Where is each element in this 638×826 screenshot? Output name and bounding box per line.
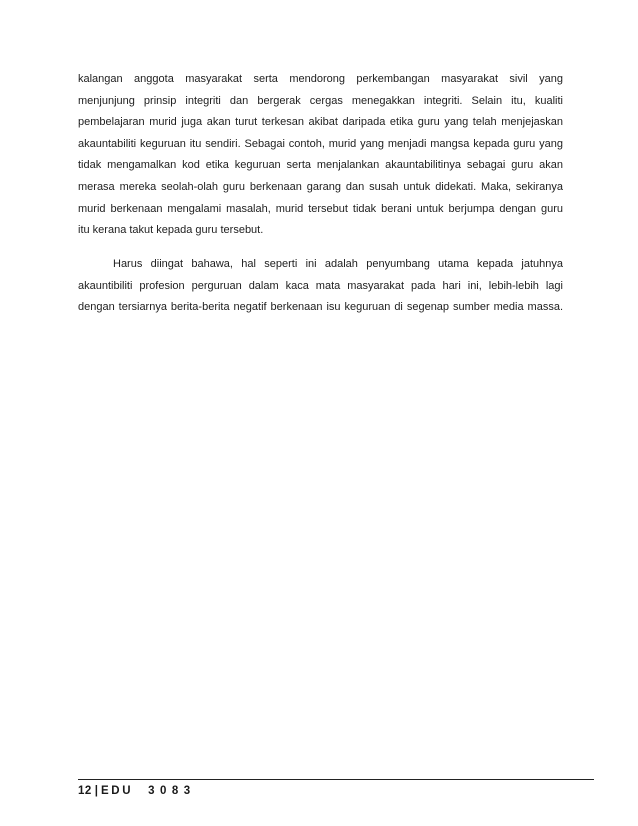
- paragraph-line: menjunjung prinsip integriti dan bergerak cergas menegakkan integriti. Selain itu, kualiti: [78, 94, 563, 107]
- paragraph-line: merasa mereka seolah-olah guru berkenaan garang dan susah untuk didekati. Maka, sekiranya: [78, 180, 563, 193]
- paragraph-line: itu kerana takut kepada guru tersebut.: [78, 224, 264, 237]
- footer-separator: |: [94, 785, 99, 797]
- page-footer: [78, 783, 196, 799]
- course-code: 3083: [148, 785, 196, 797]
- paragraph-line: dengan tersiarnya berita-berita negatif berkenaan isu keguruan di segenap sumber media massa.: [78, 301, 563, 314]
- course-name: EDU: [101, 785, 134, 797]
- paragraph-1: [78, 69, 563, 242]
- footer-rule: [78, 779, 594, 780]
- paragraph-2: [78, 254, 563, 319]
- paragraph-line: Harus diingat bahawa, hal seperti ini adalah penyumbang utama kepada jatuhnya: [113, 258, 563, 271]
- paragraph-line: tidak mengamalkan kod etika keguruan serta menjalankan akauntabilitinya sebagai guru akan: [78, 159, 563, 172]
- document-body: [78, 69, 563, 319]
- paragraph-line: murid berkenaan mengalami masalah, murid tersebut tidak berani untuk berjumpa dengan guru: [78, 202, 563, 215]
- page-number: 12: [78, 785, 92, 797]
- paragraph-line: akauntibiliti profesion perguruan dalam kaca mata masyarakat pada hari ini, lebih-lebih lagi: [78, 279, 563, 292]
- paragraph-line: kalangan anggota masyarakat serta mendorong perkembangan masyarakat sivil yang: [78, 73, 563, 85]
- paragraph-line: akauntabiliti keguruan itu sendiri. Sebagai contoh, murid yang menjadi mangsa kepada guru yang: [78, 137, 563, 150]
- paragraph-line: pembelajaran murid juga akan turut terkesan akibat daripada etika guru yang telah menjejaskan: [78, 116, 563, 129]
